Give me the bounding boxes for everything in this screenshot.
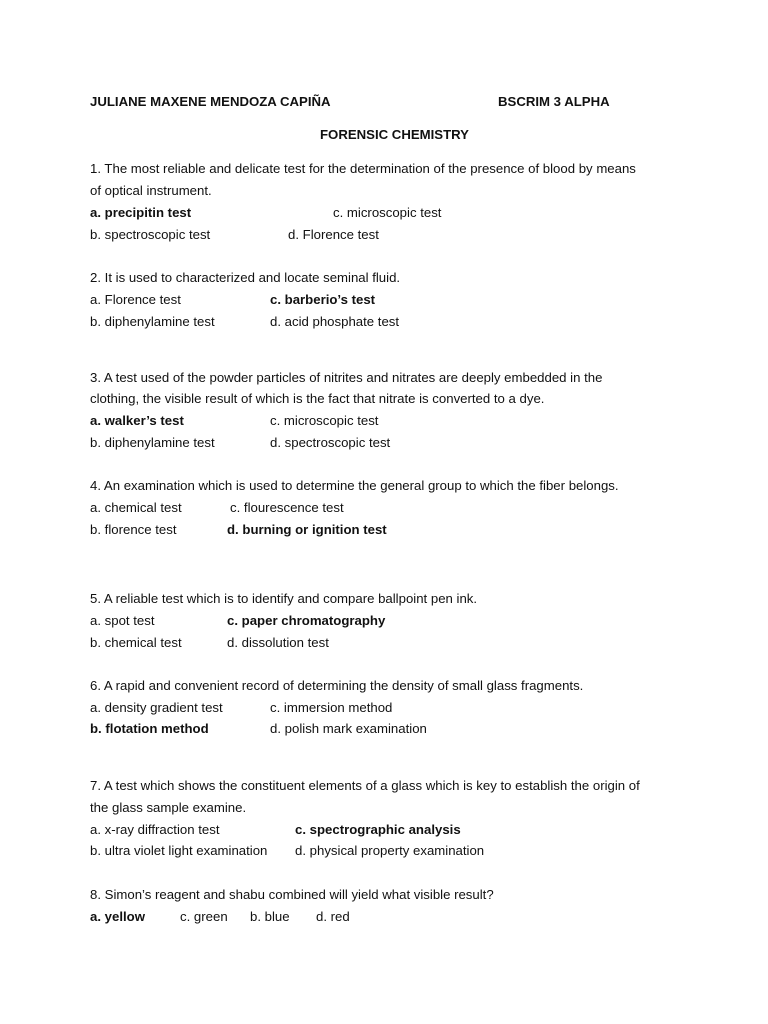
question-2-choice: d. acid phosphate test: [270, 314, 400, 329]
question-4-choice: c. flourescence test: [230, 500, 344, 515]
question-5-text: 5. A reliable test which is to identify and compare ballpoint pen ink.: [90, 591, 478, 606]
question-1-choice: b. spectroscopic test: [90, 227, 211, 242]
question-7-text: 7. A test which shows the constituent elements of a glass which is key to establish the origin of: [90, 778, 640, 793]
question-8-text: 8. Simon’s reagent and shabu combined will yield what visible result?: [90, 887, 494, 902]
question-6-text: 6. A rapid and convenient record of determining the density of small glass fragments.: [90, 678, 584, 693]
question-3-choice: d. spectroscopic test: [270, 435, 391, 450]
question-5-choice-answer: c. paper chromatography: [227, 613, 386, 628]
question-6-choice-answer: b. flotation method: [90, 721, 209, 736]
question-4-choice: a. chemical test: [90, 500, 182, 515]
question-6-choice: c. immersion method: [270, 700, 393, 715]
question-3-text: clothing, the visible result of which is the fact that nitrate is converted to a dye.: [90, 391, 545, 406]
question-1-choice: c. microscopic test: [333, 205, 442, 220]
question-3-choice: c. microscopic test: [270, 413, 379, 428]
question-7-choice: d. physical property examination: [295, 843, 485, 858]
question-2-text: 2. It is used to characterized and locate seminal fluid.: [90, 270, 401, 285]
question-3-choice-answer: a. walker’s test: [90, 413, 184, 428]
question-1-text: of optical instrument.: [90, 183, 212, 198]
question-8-choice: d. red: [316, 909, 350, 924]
question-5-choice: b. chemical test: [90, 635, 182, 650]
course-section: BSCRIM 3 ALPHA: [498, 94, 610, 109]
question-6-choice: d. polish mark examination: [270, 721, 427, 736]
question-4-choice: b. florence test: [90, 522, 177, 537]
question-6-choice: a. density gradient test: [90, 700, 223, 715]
question-2-choice-answer: c. barberio’s test: [270, 292, 376, 307]
question-7-choice: b. ultra violet light examination: [90, 843, 268, 858]
question-7-choice: a. x-ray diffraction test: [90, 822, 220, 837]
question-5-choice: a. spot test: [90, 613, 155, 628]
question-2-choice: a. Florence test: [90, 292, 181, 307]
question-2-choice: b. diphenylamine test: [90, 314, 215, 329]
student-name: JULIANE MAXENE MENDOZA CAPIÑA: [90, 94, 331, 109]
question-3-choice: b. diphenylamine test: [90, 435, 215, 450]
question-3-text: 3. A test used of the powder particles of nitrites and nitrates are deeply embedded in the: [90, 370, 603, 385]
question-7-choice-answer: c. spectrographic analysis: [295, 822, 461, 837]
question-1-choice: d. Florence test: [288, 227, 379, 242]
question-7-text: the glass sample examine.: [90, 800, 247, 815]
question-5-choice: d. dissolution test: [227, 635, 329, 650]
question-1-choice-answer: a. precipitin test: [90, 205, 192, 220]
question-8-choice: b. blue: [250, 909, 290, 924]
question-4-text: 4. An examination which is used to determine the general group to which the fiber belongs.: [90, 478, 619, 493]
document-title: FORENSIC CHEMISTRY: [320, 127, 469, 142]
question-1-text: 1. The most reliable and delicate test for the determination of the presence of blood by means: [90, 161, 636, 176]
question-8-choice: c. green: [180, 909, 228, 924]
question-4-choice-answer: d. burning or ignition test: [227, 522, 387, 537]
question-8-choice-answer: a. yellow: [90, 909, 145, 924]
